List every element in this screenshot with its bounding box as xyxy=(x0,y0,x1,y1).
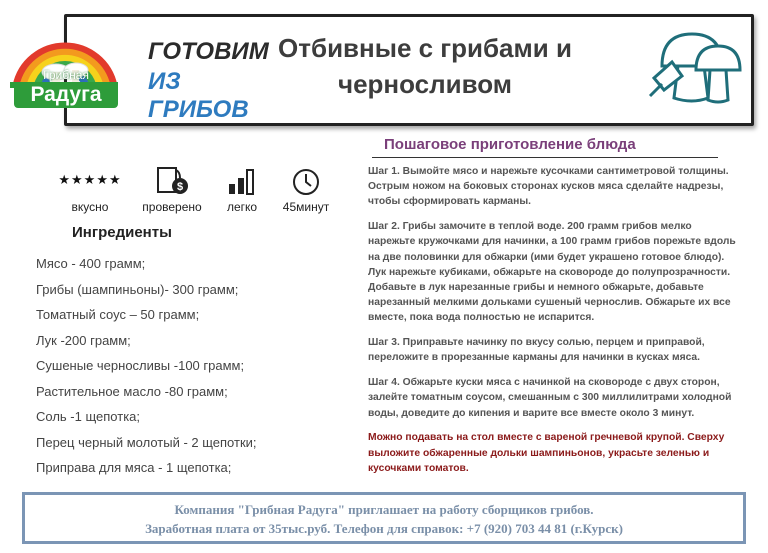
five-stars-icon xyxy=(52,164,128,196)
steps-list xyxy=(368,164,738,486)
job-ad-banner xyxy=(22,492,746,544)
ingredient-item: Мясо - 400 грамм; xyxy=(36,256,146,271)
cook-tag-line2: ИЗ ГРИБОВ xyxy=(148,68,249,123)
ingredients-list xyxy=(36,251,336,481)
svg-text:$: $ xyxy=(176,181,184,193)
ingredient-item: Соль -1 щепотка; xyxy=(36,409,141,424)
recipe-title: Отбивные с грибами и черносливом xyxy=(278,33,572,99)
stat-label: проверено xyxy=(142,200,202,214)
ingredient-item: Лук -200 грамм; xyxy=(36,332,131,348)
ingredient-item: Растительное масло -80 грамм; xyxy=(36,383,228,399)
steps-title-divider xyxy=(372,157,718,158)
stat-time xyxy=(268,164,344,214)
step-item: Шаг 1. Вымойте мясо и нарежьте кусочками сантиметровой толщины. Острым ножом на боковых сторонах кусков мяса сделайте надрезы, чтобы сформировать карманы. xyxy=(368,166,729,208)
ingredient-item: Приправа для мяса - 1 щепотка; xyxy=(36,460,232,475)
step-item: Шаг 4. Обжарьте куски мяса с начинкой на сковороде с двух сторон, залейте томатным соусом, смешанным с 300 миллилитрами холодной воды, доведите до кипения и варите все вместе около 3 минут. xyxy=(368,377,732,419)
checked-document-icon xyxy=(134,164,210,196)
banner-line2: Заработная плата от 35тыс.руб. Телефон для справок: +7 (920) 703 44 81 (г.Курск) xyxy=(145,521,623,536)
ingredient-item: Перец черный молотый - 2 щепотки; xyxy=(36,434,257,450)
banner-line1: Компания "Грибная Радуга" приглашает на работу сборщиков грибов. xyxy=(174,502,594,517)
stat-label: вкусно xyxy=(71,200,109,214)
ingredient-item: Сушеные черносливы -100 грамм; xyxy=(36,358,245,373)
cook-tag-line1: ГОТОВИМ xyxy=(148,38,269,65)
stat-label: 45минут xyxy=(282,200,330,214)
gribnaya-raduga-logo xyxy=(10,28,120,112)
ingredient-item: Томатный соус – 50 грамм; xyxy=(36,307,200,322)
serving-suggestion: Можно подавать на стол вместе с вареной гречневой крупой. Сверху выложите обжаренные дольки шампиньонов, украсьте зеленью и кусочками томатов. xyxy=(368,432,725,474)
stars-glyph: ★★★★★ xyxy=(58,172,122,187)
stat-verified xyxy=(134,164,210,214)
logo-brand-top: Грибная xyxy=(43,68,89,82)
ingredient-item: Грибы (шампиньоны)- 300 грамм; xyxy=(36,281,239,297)
clock-icon xyxy=(268,164,344,196)
steps-title: Пошаговое приготовление блюда xyxy=(384,136,636,153)
mushroom-icon xyxy=(648,26,744,106)
stat-label: легко xyxy=(226,200,258,214)
step-item: Шаг 3. Приправьте начинку по вкусу солью, перцем и приправой, переложите в прорезанные карманы для начинки в кусках мяса. xyxy=(368,337,705,364)
stat-tasty xyxy=(52,164,128,214)
logo-brand-main: Радуга xyxy=(14,82,118,108)
ingredients-title: Ингредиенты xyxy=(72,224,172,241)
step-item: Шаг 2. Грибы замочите в теплой воде. 200 грамм грибов мелко нарежьте кружочками для начинки, а 100 грамм грибов порежьте вдоль на две половинки для обжарки (ими будет украшено готовое блюдо). Лук нарежьте кубиками, обжарьте на сковороде до полупрозрачности. Добавьте в лук нарезанные грибы и немного обжарьте, добавьте нарезанный мелкими дольками сушеный чернослив. Обжарьте их все вместе, пока вода полностью не испарится. xyxy=(368,221,736,324)
cook-from-mushrooms-tag xyxy=(118,30,269,123)
